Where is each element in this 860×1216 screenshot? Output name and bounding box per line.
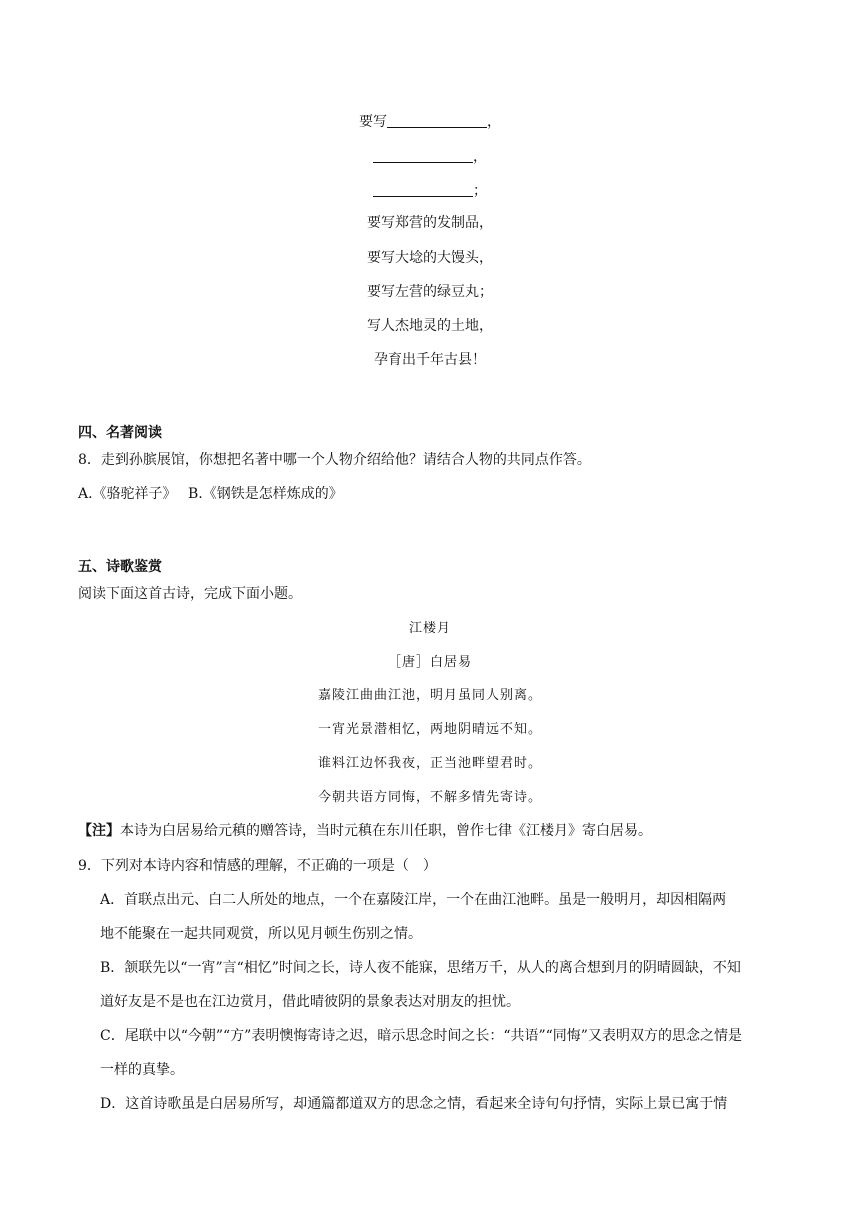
- option-c-line-2: 一样的真挚。: [100, 1062, 184, 1078]
- option-d-line-1: D．这首诗歌虽是白居易所写，却通篇都道双方的思念之情，看起来全诗句句抒情，实际上景已寓于情: [100, 1096, 728, 1112]
- section-5-intro: 阅读下面这首古诗，完成下面小题。: [78, 586, 302, 602]
- fill-blank-1[interactable]: [387, 113, 487, 128]
- poem-verse-4: 今朝共语方同悔，不解多情先寄诗。: [317, 790, 542, 805]
- option-a-line-1: A．首联点出元、白二人所处的地点，一个在嘉陵江岸，一个在曲江池畔。虽是一般明月，却因相隔两: [100, 892, 727, 908]
- poem-note-text: 本诗为白居易给元稹的赠答诗，当时元稹在东川任职，曾作七律《江楼月》寄白居易。: [120, 823, 652, 839]
- fill-blank-2[interactable]: [373, 148, 473, 163]
- option-c-line-1: C．尾联中以“今朝”“方”表明懊悔寄诗之迟，暗示思念时间之长：“共语”“同悔”又表明双方的思念之情是: [100, 1028, 742, 1044]
- poem-author: ［唐］白居易: [387, 655, 472, 670]
- question-8: 8．走到孙膑展馆，你想把名著中哪一个人物介绍给他？请结合人物的共同点作答。: [78, 452, 591, 468]
- poem-line-1: [0, 112, 860, 132]
- poem-title: 江楼月: [408, 621, 451, 636]
- poem-line-1-text: 要写: [359, 114, 387, 130]
- poem-line-8: 孕育出千年古县！: [374, 352, 486, 368]
- section-5-title: 五、诗歌鉴赏: [78, 559, 162, 575]
- poem-line-7: 写人杰地灵的土地，: [367, 318, 493, 334]
- question-9: 9．下列对本诗内容和情感的理解，不正确的一项是（ ）: [78, 858, 437, 874]
- question-8-options: A.《骆驼祥子》 B.《钢铁是怎样炼成的》: [78, 486, 343, 502]
- poem-line-5: 要写大埝的大馒头，: [367, 250, 493, 266]
- option-b-line-1: B．颔联先以“一宵”言“相忆”时间之长，诗人夜不能寐，思绪万千，从人的离合想到月的阴晴圆缺，不知: [100, 960, 741, 976]
- poem-line-2: [0, 147, 860, 167]
- poem-note-tag: 【注】: [78, 823, 120, 839]
- poem-line-3-punct: ；: [473, 183, 487, 199]
- option-a-line-2: 地不能聚在一起共同观赏，所以见月顿生伤别之情。: [100, 926, 422, 942]
- option-b-line-2: 道好友是不是也在江边赏月，借此晴彼阴的景象表达对朋友的担忧。: [100, 994, 520, 1010]
- poem-verse-3: 谁料江边怀我夜，正当池畔望君时。: [317, 756, 542, 771]
- poem-line-3: [0, 181, 860, 201]
- poem-line-1-punct: ，: [487, 114, 501, 130]
- poem-verse-1: 嘉陵江曲曲江池，明月虽同人别离。: [317, 688, 542, 703]
- poem-line-2-punct: ，: [473, 149, 487, 165]
- poem-verse-2: 一宵光景潜相忆，两地阴晴远不知。: [317, 722, 542, 737]
- poem-line-6: 要写左营的绿豆丸；: [367, 284, 493, 300]
- poem-line-4: 要写郑营的发制品，: [367, 215, 493, 231]
- fill-blank-3[interactable]: [373, 182, 473, 197]
- section-4-title: 四、名著阅读: [78, 425, 162, 441]
- poem-note: [78, 821, 652, 841]
